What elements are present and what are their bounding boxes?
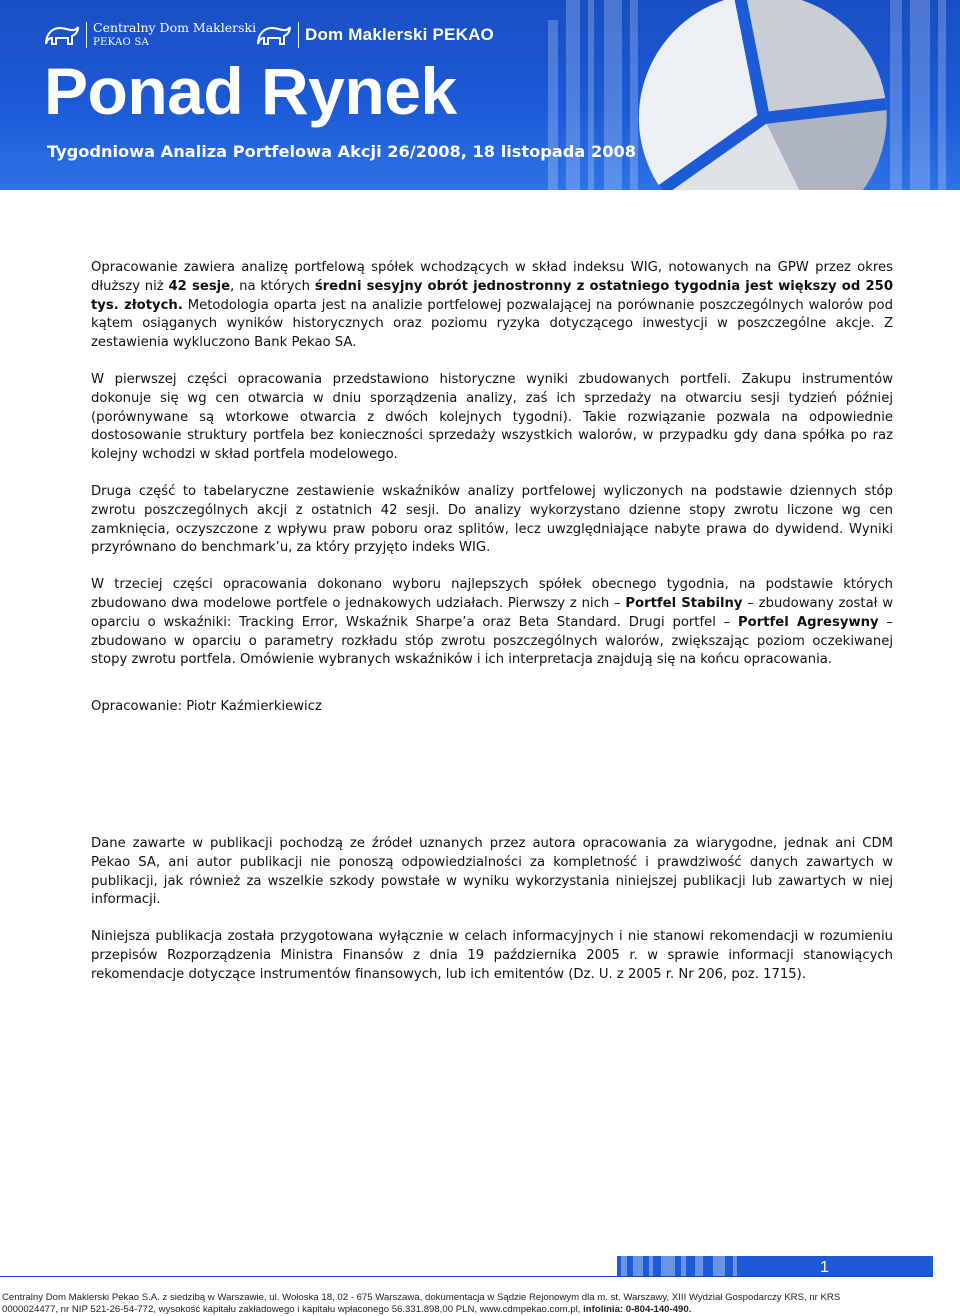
- cdm-logo-text: [93, 22, 256, 48]
- disclaimer-paragraph-2: Niniejsza publikacja została przygotowana wyłącznie w celach informacyjnych i nie stanowi rekomendacji w rozumieniu przepisów Rozporządzenia Ministra Finansów z dnia 19 października 2005 r. w sprawie informacji stanowiących rekomendacje dotyczące instrumentów finansowych, lub ich emitentów (Dz. U. z 2005 r. Nr 206, poz. 1715).: [91, 929, 893, 982]
- disclaimer: [91, 835, 893, 985]
- text-run: Metodologia oparta jest na analizie portfelowej pozwalającej na porównanie poszczególnych walorów pod kątem osiąganych wyników historycznych oraz poziomu ryzyka dotyczącego inwestycji w poszczególne akcje. Z zestawienia wykluczono Bank Pekao SA.: [91, 297, 893, 351]
- page-number: 1: [820, 1259, 829, 1276]
- text-run: 0000024477, nr NIP 521-26-54-772, wysokość kapitału zakładowego i kapitału wpłaconego 56.331.898,00 PLN, www.cdmpekao.com.pl,: [2, 1304, 584, 1315]
- bold-text-run: średni sesyjny obrót jednostronny z ostatniego tygodnia jest większy od 250 tys. złotych.: [91, 278, 894, 313]
- report-body: [91, 259, 893, 1003]
- bold-text-run: 42 sesje: [168, 278, 231, 294]
- report-title: Ponad Rynek: [44, 54, 457, 128]
- dm-logo: [256, 20, 494, 50]
- report-subtitle: Tygodniowa Analiza Portfelowa Akcji 26/2008, 18 listopada 2008: [47, 142, 637, 161]
- text-run: – zbudowany został w oparciu o wskaźniki: Tracking Error, Wskaźnik Sharpe’a oraz Beta Standard. Drugi portfel –: [91, 595, 893, 630]
- disclaimer-paragraph-1: Dane zawarte w publikacji pochodzą ze źródeł uznanych przez autora opracowania za wiarygodne, jednak ani CDM Pekao SA, ani autor publikacji nie ponoszą odpowiedzialności za kompletność i prawdziwość danych zawartych w publikacji, jak również za wszelkie szkody powstałe w wyniku wykorzystania niniejszej publikacji lub zawartych w niej informacji.: [91, 835, 893, 908]
- logo-separator: [298, 22, 299, 48]
- header-band: [0, 0, 960, 190]
- cdm-logo-line2: PEKAO SA: [93, 36, 150, 48]
- bison-logo-icon: [44, 22, 80, 48]
- bold-text-run: Portfel Stabilny: [625, 595, 743, 611]
- intro-paragraph-1: [91, 259, 893, 353]
- bold-text-run: infolinia: 0-804-140-490.: [583, 1304, 692, 1315]
- intro-paragraph-3: Druga część to tabelaryczne zestawienie wskaźników analizy portfelowej wyliczonych na podstawie dziennych stóp zwrotu poszczególnych akcji z ostatnich 42 sesji. Do analizy wykorzystano dzienne stopy zwrotu liczone wg cen zamknięcia, oczyszczone z wpływu praw poboru oraz splitów, lecz uwzględniające nabyte prawa do dywidend. Wyniki przyrównano do benchmark’u, za który przyjęto indeks WIG.: [91, 483, 893, 556]
- bold-text-run: Portfel Agresywny: [738, 614, 879, 630]
- logo-separator: [86, 22, 87, 48]
- report-header: [0, 0, 960, 222]
- footer-legal-line-2: [2, 1304, 691, 1315]
- cdm-logo-line1: Centralny Dom Maklerski: [93, 20, 257, 36]
- page-tab-decoration: [617, 1256, 933, 1276]
- author-line: Opracowanie: Piotr Kaźmierkiewicz: [91, 699, 322, 715]
- intro-paragraph-2: W pierwszej części opracowania przedstawiono historyczne wyniki zbudowanych portfeli. Zakupu instrumentów dokonuje się wg cen otwarcia w dniu sporządzenia analizy, zaś ich sprzedaży na otwarciu sesji tydzień później (porównywane są wtorkowe otwarcia z dwóch kolejnych tygodni). Takie rozwiązanie pozwala na odpowiednie dostosowanie struktury portfela bez konieczności sprzedaży wszystkich walorów, w przypadku gdy dana spółka po raz kolejny wchodzi w skład portfela modelowego.: [91, 371, 893, 463]
- dm-logo-text: Dom Maklerski PEKAO: [305, 25, 494, 44]
- bison-logo-icon: [256, 22, 292, 48]
- footer-rule: [0, 1276, 933, 1277]
- cdm-logo: [44, 20, 256, 50]
- text-run: – zbudowano w oparciu o parametry rozkładu stóp zwrotu poszczególnych walorów, zwiększając poziom oczekiwanej stopy zwrotu portfela. Omówienie wybranych wskaźników i ich interpretacja znajdują się na końcu opracowania.: [91, 614, 893, 668]
- intro-paragraph-4: [91, 576, 893, 670]
- footer-legal-line-1: Centralny Dom Maklerski Pekao S.A. z siedzibą w Warszawie, ul. Wołoska 18, 02 - 675 Warszawa, dokumentacja w Sądzie Rejonowym dla m. st. Warszawy, XIII Wydział Gospodarczy KRS, nr KRS: [2, 1292, 841, 1303]
- page-footer: [0, 1256, 960, 1316]
- text-run: , na których: [230, 278, 315, 294]
- text-run: Opracowanie zawiera analizę portfelową spółek wchodzących w skład indeksu WIG, notowanych na GPW przez okres dłuższy niż: [91, 260, 893, 294]
- text-run: W trzeciej części opracowania dokonano wyboru najlepszych spółek obecnego tygodnia, na podstawie których zbudowano dwa modelowe portfele o jednakowych udziałach. Pierwszy z nich –: [91, 577, 893, 611]
